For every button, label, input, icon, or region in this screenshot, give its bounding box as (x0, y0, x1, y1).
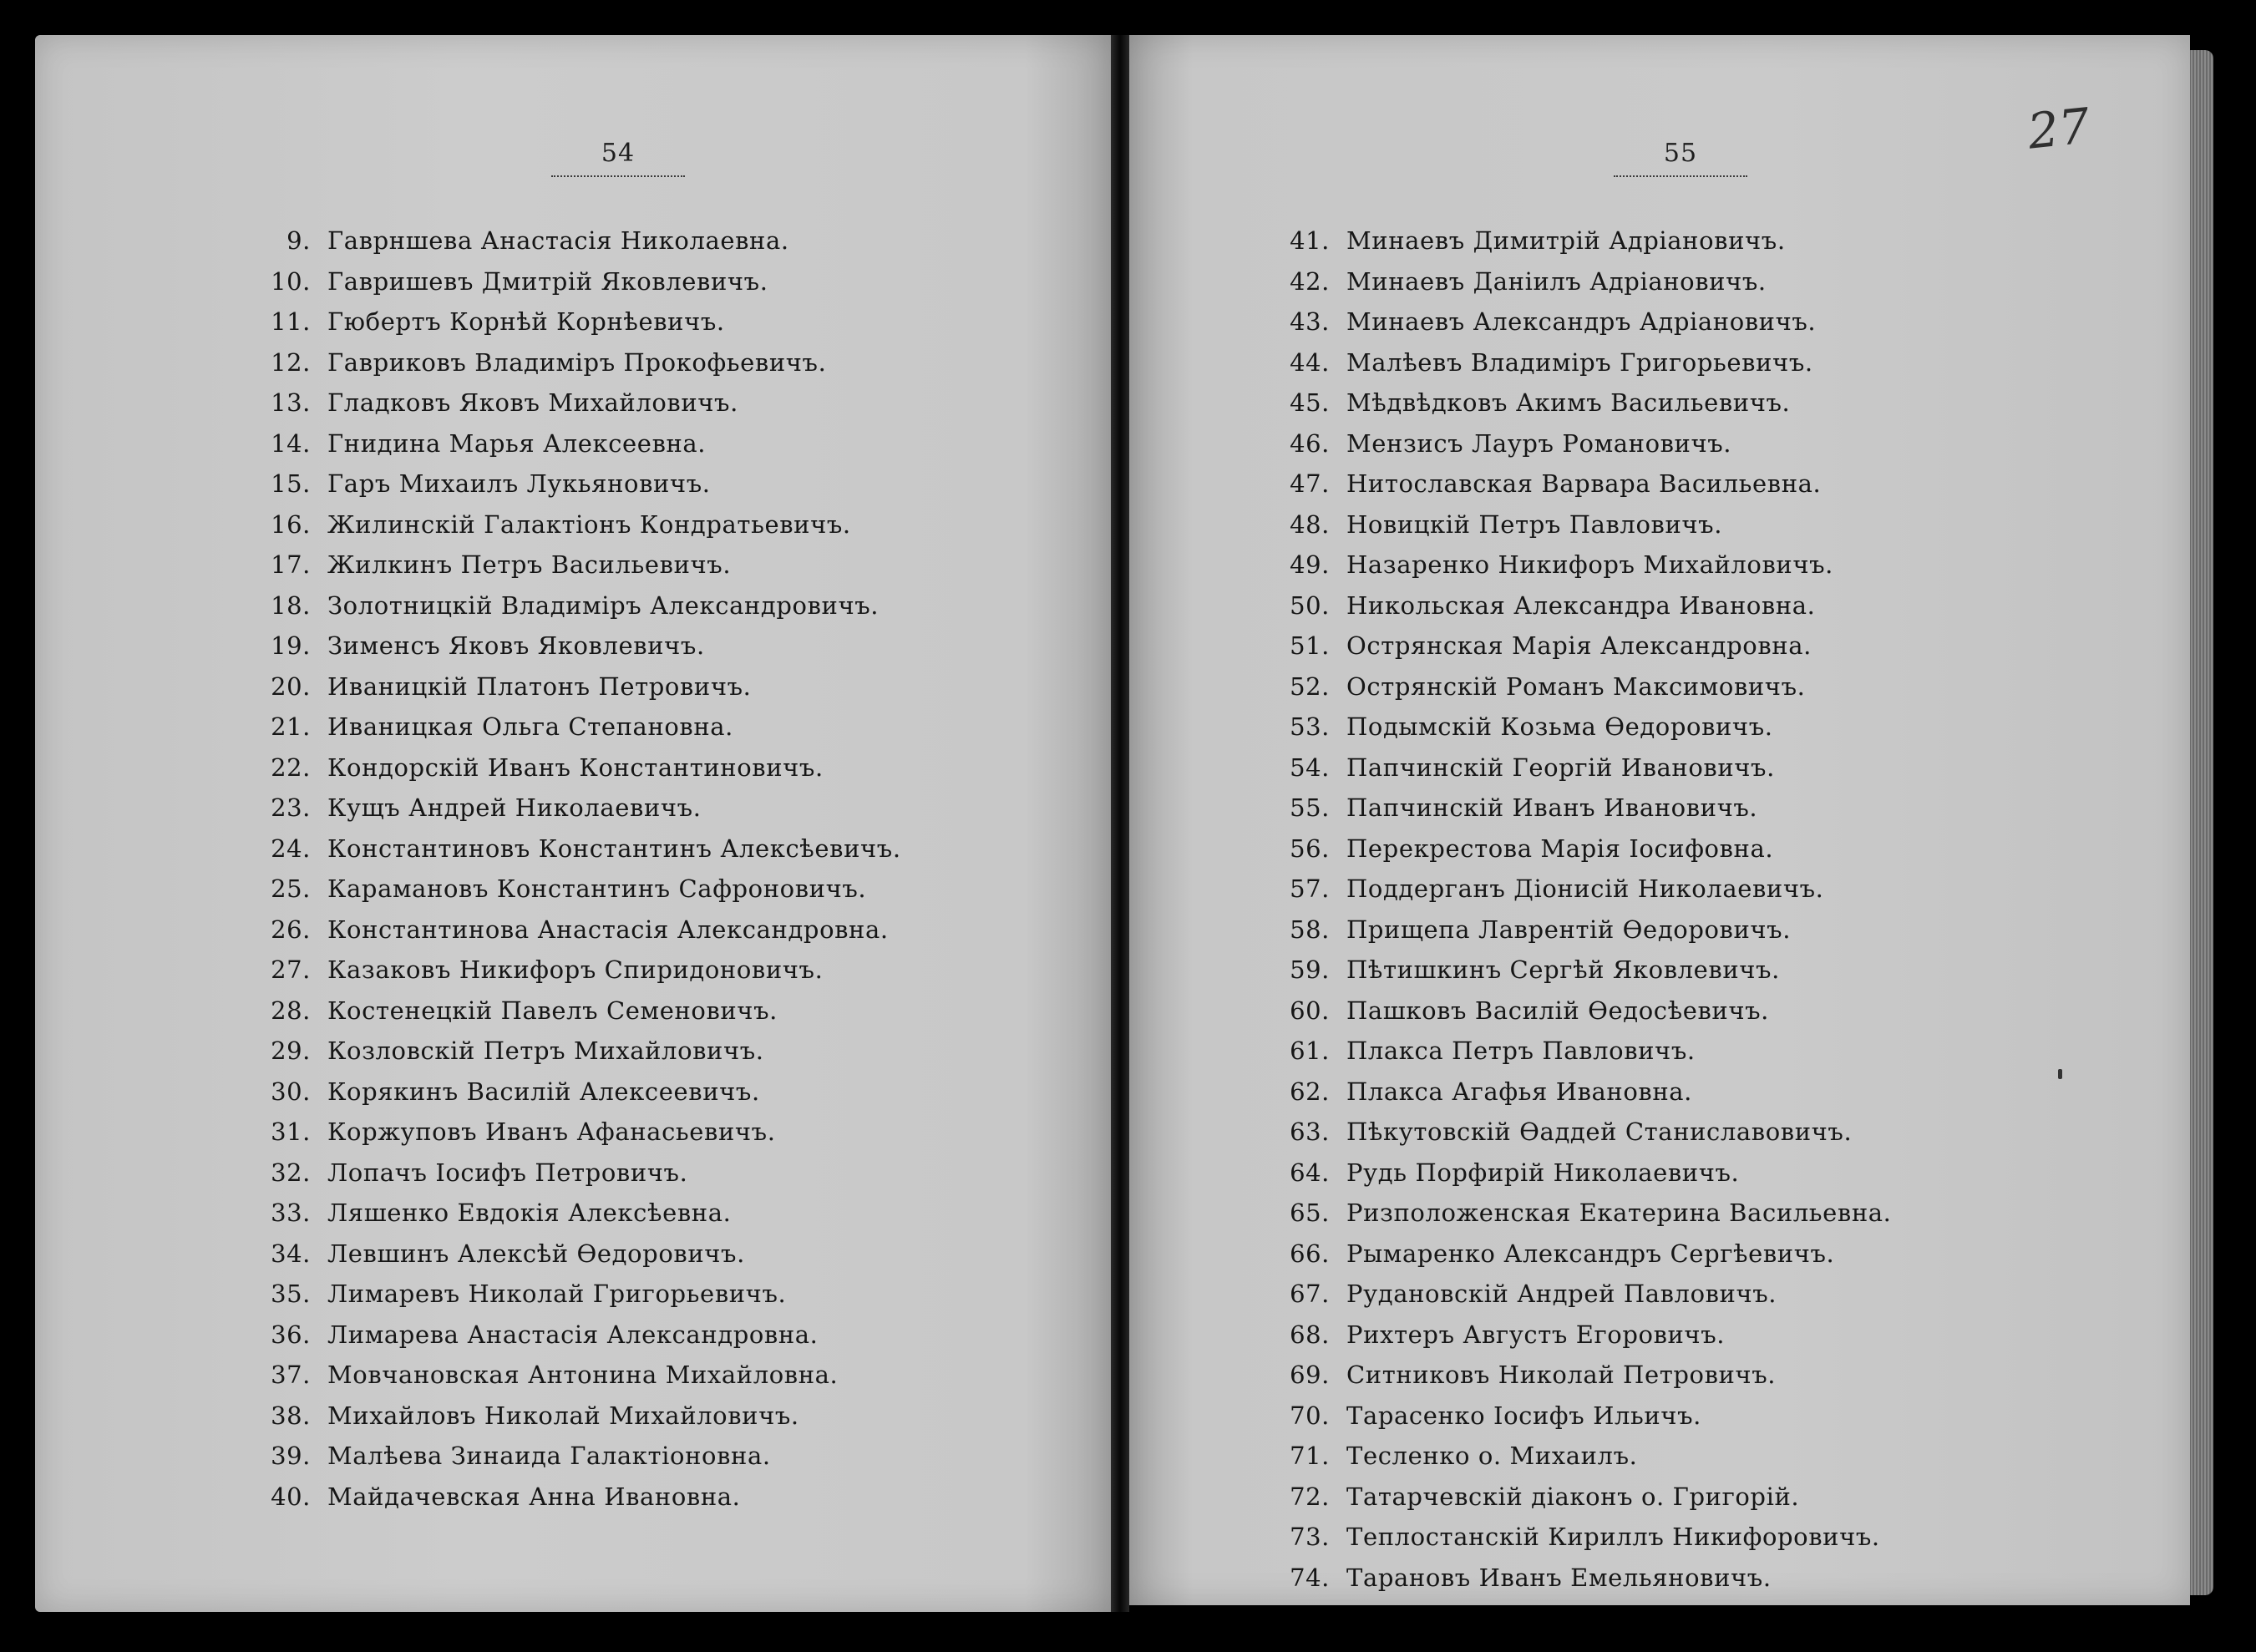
list-item (244, 829, 901, 869)
list-item (1263, 423, 1892, 464)
entry-name: Лопачъ Іосифъ Петровичъ. (327, 1158, 688, 1187)
entry-name: Золотницкій Владиміръ Александровичъ. (327, 590, 880, 620)
entry-name: Ситниковъ Николай Петровичъ. (1346, 1361, 1777, 1389)
entry-name: Карамановъ Константинъ Сафроновичъ. (327, 874, 867, 903)
entry-name: Иваницкая Ольга Степановна. (327, 712, 733, 741)
list-item (244, 910, 901, 950)
entry-name: Ризположенская Екатерина Васильевна. (1346, 1198, 1892, 1227)
entry-number: 20. (271, 671, 311, 701)
list-item (1263, 1274, 1892, 1315)
list-item (244, 666, 901, 707)
entry-name: Гнидина Марья Алексеевна. (327, 428, 707, 458)
entry-name: Подымскій Козьма Ѳедоровичъ. (1346, 712, 1773, 741)
entry-number: 64. (1290, 1158, 1330, 1187)
entry-name: Гаръ Михаилъ Лукьяновичъ. (327, 469, 711, 498)
list-item (244, 1031, 901, 1072)
list-item (1263, 545, 1892, 585)
entry-number: 10. (271, 266, 311, 296)
entry-number: 19. (271, 631, 311, 660)
entry-name: Татарчевскій діаконъ о. Григорій. (1346, 1482, 1800, 1511)
entry-name: Рымаренко Александръ Сергѣевичъ. (1346, 1239, 1835, 1268)
entry-name: Гладковъ Яковъ Михайловичъ. (327, 388, 738, 417)
entry-number: 67. (1290, 1280, 1330, 1308)
entry-number: 48. (1290, 509, 1330, 539)
entry-name: Гюбертъ Корнѣй Корнѣевичъ. (327, 307, 725, 336)
entry-name: Ляшенко Евдокія Алексѣевна. (327, 1198, 732, 1227)
list-item (244, 1355, 901, 1396)
entry-name: Пѣкутовскій Ѳаддей Станиславовичъ. (1346, 1117, 1853, 1146)
list-item (244, 707, 901, 747)
entry-name: Казаковъ Никифоръ Спиридоновичъ. (327, 955, 824, 984)
entry-name: Прищепа Лаврентій Ѳедоровичъ. (1346, 915, 1792, 944)
list-item (244, 950, 901, 991)
list-item (1263, 910, 1892, 950)
entry-name: Рудь Порфирій Николаевичъ. (1346, 1158, 1740, 1187)
list-item (1263, 747, 1892, 788)
entry-name: Тарасенко Іосифъ Ильичъ. (1346, 1401, 1701, 1430)
entry-number: 55. (1290, 793, 1330, 822)
entry-number: 47. (1290, 469, 1330, 498)
entry-name: Лимаревъ Николай Григорьевичъ. (327, 1280, 787, 1308)
entry-name: Рихтеръ Августъ Егоровичъ. (1346, 1320, 1726, 1349)
entry-number: 14. (271, 428, 311, 458)
right-page (1129, 35, 2190, 1605)
list-item (244, 261, 901, 302)
entry-name: Левшинъ Алексѣй Ѳедоровичъ. (327, 1239, 745, 1268)
entry-name: Кущъ Андрей Николаевичъ. (327, 793, 702, 822)
entry-number: 50. (1290, 590, 1330, 620)
list-item (1263, 464, 1892, 504)
list-item (1263, 1234, 1892, 1274)
entry-number: 57. (1290, 874, 1330, 903)
entry-number: 71. (1290, 1442, 1330, 1470)
list-item (244, 1153, 901, 1193)
entry-name: Никольская Александра Ивановна. (1346, 590, 1816, 620)
entry-number: 36. (271, 1320, 311, 1349)
entry-number: 45. (1290, 388, 1330, 417)
list-item (244, 869, 901, 910)
entry-name: Лимарева Анастасія Александровна. (327, 1320, 819, 1349)
entry-number: 25. (271, 874, 311, 903)
entry-name: Плакса Агафья Ивановна. (1346, 1077, 1692, 1106)
list-item (1263, 302, 1892, 342)
list-item (1263, 1558, 1892, 1599)
entry-name: Минаевъ Даніилъ Адріановичъ. (1346, 266, 1767, 296)
list-item (1263, 1193, 1892, 1234)
entry-number: 28. (271, 996, 311, 1025)
entry-number: 74. (1290, 1563, 1330, 1592)
list-item (244, 504, 901, 545)
entry-name: Мензисъ Лауръ Романовичъ. (1346, 428, 1732, 458)
entry-name: Пашковъ Василій Ѳедосѣевичъ. (1346, 996, 1769, 1025)
entry-number: 53. (1290, 712, 1330, 741)
entry-number: 72. (1290, 1482, 1330, 1511)
entry-name: Папчинскій Иванъ Ивановичъ. (1346, 793, 1758, 822)
entry-number: 69. (1290, 1361, 1330, 1389)
list-item (244, 220, 901, 261)
list-item (244, 1274, 901, 1315)
list-item (1263, 1436, 1892, 1477)
entry-number: 51. (1290, 631, 1330, 660)
entry-name: Козловскій Петръ Михайловичъ. (327, 1036, 764, 1065)
entry-name: Константиновъ Константинъ Алексѣевичъ. (327, 834, 901, 863)
list-item (1263, 1112, 1892, 1153)
entry-name: Коржуповъ Иванъ Афанасьевичъ. (327, 1117, 776, 1146)
book-spine (1111, 35, 1129, 1612)
entry-number: 58. (1290, 915, 1330, 944)
list-item (244, 1234, 901, 1274)
entry-number: 70. (1290, 1401, 1330, 1430)
entry-name: Плакса Петръ Павловичъ. (1346, 1036, 1696, 1065)
list-item (244, 585, 901, 626)
entry-number: 17. (271, 550, 311, 579)
entry-number: 13. (271, 388, 311, 417)
entry-name: Майдачевская Анна Ивановна. (327, 1482, 741, 1511)
entry-number: 61. (1290, 1036, 1330, 1065)
entry-number: 12. (271, 347, 311, 377)
entry-name: Корякинъ Василій Алексеевичъ. (327, 1077, 760, 1106)
entry-number: 32. (271, 1158, 311, 1187)
list-item (244, 1112, 901, 1153)
entry-name: Гавриковъ Владиміръ Прокофьевичъ. (327, 347, 827, 377)
entry-number: 60. (1290, 996, 1330, 1025)
entry-number: 68. (1290, 1320, 1330, 1349)
entry-number: 24. (271, 834, 311, 863)
entry-number: 27. (271, 955, 311, 984)
list-item (244, 464, 901, 504)
entry-name: Константинова Анастасія Александровна. (327, 915, 889, 944)
list-item (1263, 1315, 1892, 1356)
entry-name: Папчинскій Георгій Ивановичъ. (1346, 753, 1775, 782)
entry-name: Жилинскій Галактіонъ Кондратьевичъ. (327, 509, 851, 539)
entry-name: Иваницкій Платонъ Петровичъ. (327, 671, 752, 701)
list-item (1263, 1153, 1892, 1193)
list-item (1263, 1477, 1892, 1518)
list-item (1263, 342, 1892, 383)
list-item (244, 1072, 901, 1112)
entry-list-left (244, 220, 901, 1517)
list-item (244, 1193, 901, 1234)
list-item (1263, 1355, 1892, 1396)
list-item (244, 383, 901, 423)
entry-number: 59. (1290, 955, 1330, 984)
page-number-right: 55 (1663, 139, 1698, 168)
list-item (1263, 1072, 1892, 1112)
entry-name: Острянскій Романъ Максимовичъ. (1346, 671, 1806, 701)
entry-number: 44. (1290, 347, 1330, 377)
list-item (1263, 585, 1892, 626)
entry-number: 18. (271, 590, 311, 620)
entry-number: 42. (1290, 266, 1330, 296)
list-item (1263, 504, 1892, 545)
entry-name: Тесленко о. Михаилъ. (1346, 1442, 1638, 1470)
entry-number: 30. (271, 1077, 311, 1106)
entry-number: 31. (271, 1117, 311, 1146)
entry-number: 37. (271, 1361, 311, 1389)
left-page (35, 35, 1111, 1612)
list-item (1263, 626, 1892, 666)
entry-name: Минаевъ Александръ Адріановичъ. (1346, 307, 1817, 336)
entry-name: Костенецкій Павелъ Семеновичъ. (327, 996, 778, 1025)
entry-number: 15. (271, 469, 311, 498)
entry-name: Назаренко Никифоръ Михайловичъ. (1346, 550, 1833, 579)
entry-name: Жилкинъ Петръ Васильевичъ. (327, 550, 732, 579)
entry-number: 73. (1290, 1523, 1330, 1551)
entry-number: 9. (286, 226, 311, 255)
list-item (244, 1436, 901, 1477)
list-item (244, 423, 901, 464)
entry-name: Новицкій Петръ Павловичъ. (1346, 509, 1723, 539)
entry-name: Пѣтишкинъ Сергѣй Яковлевичъ. (1346, 955, 1780, 984)
entry-list-right (1263, 220, 1892, 1598)
entry-number: 26. (271, 915, 311, 944)
list-item (1263, 1517, 1892, 1558)
list-item (244, 545, 901, 585)
entry-name: Тарановъ Иванъ Емельяновичъ. (1346, 1563, 1772, 1592)
entry-name: Острянская Марія Александровна. (1346, 631, 1812, 660)
entry-number: 56. (1290, 834, 1330, 863)
page-number-rule-left (551, 175, 685, 177)
entry-number: 43. (1290, 307, 1330, 336)
list-item (244, 1315, 901, 1356)
entry-name: Мовчановская Антонина Михайловна. (327, 1361, 839, 1389)
list-item (244, 1396, 901, 1437)
entry-number: 16. (271, 509, 311, 539)
entry-name: Теплостанскій Кириллъ Никифоровичъ. (1346, 1523, 1880, 1551)
page-number-left: 54 (601, 139, 636, 168)
entry-name: Гавришевъ Дмитрій Яковлевичъ. (327, 266, 768, 296)
list-item (1263, 991, 1892, 1031)
entry-number: 29. (271, 1036, 311, 1065)
entry-number: 46. (1290, 428, 1330, 458)
entry-number: 11. (271, 307, 311, 336)
entry-name: Гаврншева Анастасія Николаевна. (327, 226, 789, 255)
list-item (244, 747, 901, 788)
handwritten-folio-number: 27 (2025, 97, 2093, 160)
entry-number: 21. (271, 712, 311, 741)
entry-name: Поддерганъ Діонисій Николаевичъ. (1346, 874, 1824, 903)
entry-number: 49. (1290, 550, 1330, 579)
entry-number: 33. (271, 1198, 311, 1227)
entry-number: 35. (271, 1280, 311, 1308)
entry-name: Мѣдвѣдковъ Акимъ Васильевичъ. (1346, 388, 1791, 417)
entry-number: 65. (1290, 1198, 1330, 1227)
page-stack-edge (2190, 50, 2213, 1595)
entry-name: Рудановскій Андрей Павловичъ. (1346, 1280, 1777, 1308)
entry-name: Минаевъ Димитрій Адріановичъ. (1346, 226, 1786, 255)
entry-number: 62. (1290, 1077, 1330, 1106)
list-item (244, 302, 901, 342)
list-item (1263, 829, 1892, 869)
entry-name: Перекрестова Марія Іосифовна. (1346, 834, 1774, 863)
list-item (1263, 707, 1892, 747)
list-item (244, 626, 901, 666)
entry-name: Зименсъ Яковъ Яковлевичъ. (327, 631, 705, 660)
ink-speck (2058, 1069, 2062, 1079)
list-item (1263, 788, 1892, 829)
entry-number: 39. (271, 1442, 311, 1470)
entry-number: 63. (1290, 1117, 1330, 1146)
list-item (1263, 261, 1892, 302)
entry-name: Михайловъ Николай Михайловичъ. (327, 1401, 799, 1430)
entry-name: Кондорскій Иванъ Константиновичъ. (327, 753, 824, 782)
list-item (1263, 1031, 1892, 1072)
entry-number: 38. (271, 1401, 311, 1430)
entry-name: Малѣевъ Владиміръ Григорьевичъ. (1346, 347, 1813, 377)
entry-name: Малѣева Зинаида Галактіоновна. (327, 1442, 771, 1470)
entry-number: 66. (1290, 1239, 1330, 1268)
list-item (244, 991, 901, 1031)
list-item (244, 788, 901, 829)
entry-number: 34. (271, 1239, 311, 1268)
entry-number: 52. (1290, 671, 1330, 701)
list-item (1263, 1396, 1892, 1437)
list-item (1263, 666, 1892, 707)
page-number-rule-right (1614, 175, 1747, 177)
list-item (1263, 383, 1892, 423)
list-item (1263, 220, 1892, 261)
entry-name: Нитославская Варвара Васильевна. (1346, 469, 1822, 498)
entry-number: 54. (1290, 753, 1330, 782)
entry-number: 40. (271, 1482, 311, 1511)
entry-number: 41. (1290, 226, 1330, 255)
list-item (1263, 869, 1892, 910)
list-item (1263, 950, 1892, 991)
list-item (244, 342, 901, 383)
entry-number: 22. (271, 753, 311, 782)
list-item (244, 1477, 901, 1518)
entry-number: 23. (271, 793, 311, 822)
